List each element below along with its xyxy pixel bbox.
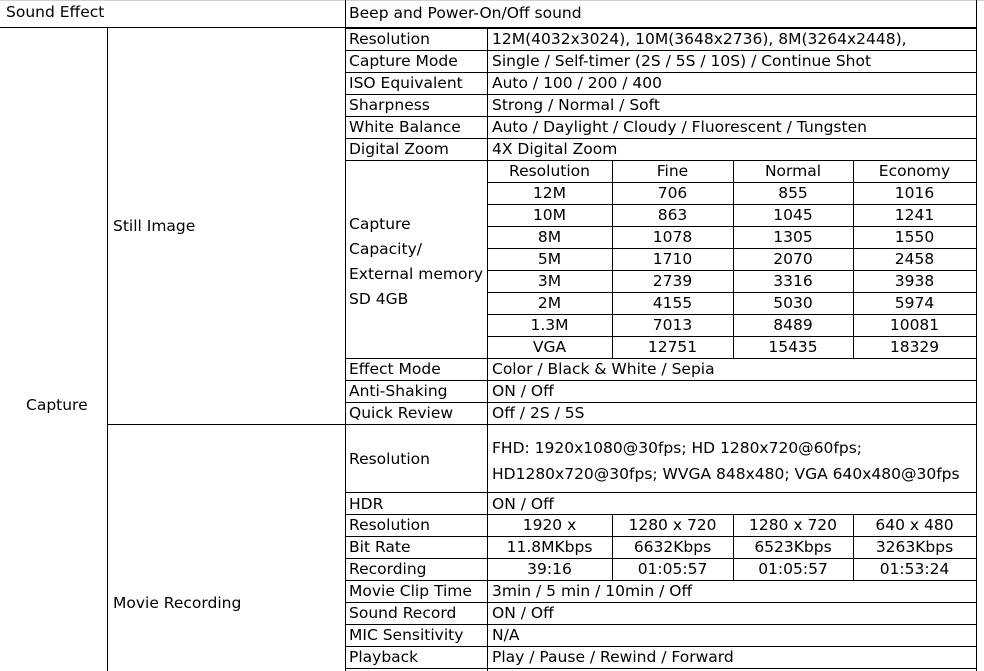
capacity-cell: 3938	[894, 272, 935, 290]
movie-grid-cell: 39:16	[527, 560, 572, 578]
capacity-label-line: SD 4GB	[349, 290, 409, 308]
movie-grid-cell: 01:05:57	[637, 560, 708, 578]
capacity-cell: 7013	[652, 316, 693, 334]
capacity-cell: VGA	[532, 338, 567, 356]
capacity-cell: 8M	[537, 228, 562, 246]
capacity-label-line: Capture	[349, 215, 411, 233]
h-rule	[345, 492, 977, 493]
movie-grid-cell: 1280 x 720	[628, 516, 717, 534]
spec-value: Single / Self-timer (2S / 5S / 10S) / Continue Shot	[492, 52, 872, 70]
movie-resolution-line: FHD: 1920x1080@30fps; HD 1280x720@60fps;	[492, 439, 863, 457]
movie-grid-cell: 3263Kbps	[875, 538, 954, 556]
movie-grid-label: Resolution	[349, 516, 430, 534]
spec-label: Movie Clip Time	[349, 582, 472, 600]
movie-resolution-line: HD1280x720@30fps; WVGA 848x480; VGA 640x480@30fps	[492, 465, 960, 483]
h-rule	[107, 424, 346, 425]
sound-effect-value: Beep and Power-On/Off sound	[349, 4, 582, 22]
capacity-cell: 855	[778, 184, 808, 202]
movie-grid-label: Bit Rate	[349, 538, 411, 556]
spec-value: ON / Off	[492, 604, 554, 622]
movie-grid-cell: 01:53:24	[879, 560, 950, 578]
capacity-cell: 12751	[647, 338, 698, 356]
v-rule	[107, 27, 108, 671]
spec-value: Auto / 100 / 200 / 400	[492, 74, 662, 92]
spec-value: Auto / Daylight / Cloudy / Fluorescent / Tungsten	[492, 118, 867, 136]
spec-label: Sharpness	[349, 96, 430, 114]
capacity-cell: 2739	[652, 272, 693, 290]
capacity-label-line: External memory	[349, 265, 483, 283]
movie-grid-cell: 1920 x	[522, 516, 577, 534]
capacity-cell: 2M	[537, 294, 562, 312]
hdr-label: HDR	[349, 495, 384, 513]
capacity-cell: 1710	[652, 250, 693, 268]
capacity-cell: 8489	[773, 316, 813, 334]
capacity-cell: 5974	[894, 294, 935, 312]
v-rule	[345, 0, 346, 671]
spec-value: Color / Black & White / Sepia	[492, 360, 715, 378]
capacity-cell: 10081	[889, 316, 940, 334]
capacity-header: Economy	[878, 162, 951, 180]
capacity-cell: 2070	[773, 250, 813, 268]
movie-grid-cell: 6523Kbps	[754, 538, 832, 556]
capacity-cell: 863	[657, 206, 688, 224]
spec-label: Quick Review	[349, 404, 454, 422]
spec-value: Strong / Normal / Soft	[492, 96, 660, 114]
movie-grid-cell: 11.8MKbps	[506, 538, 593, 556]
capacity-header: Fine	[656, 162, 689, 180]
capacity-cell: 1550	[894, 228, 935, 246]
capacity-cell: 2458	[894, 250, 935, 268]
capacity-label-line: Capacity/	[349, 240, 422, 258]
capacity-cell: 3M	[537, 272, 562, 290]
sound-effect-label: Sound Effect	[6, 3, 105, 21]
capacity-cell: 4155	[652, 294, 693, 312]
spec-label: White Balance	[349, 118, 461, 136]
capacity-cell: 1241	[894, 206, 935, 224]
capacity-cell: 1078	[652, 228, 693, 246]
capacity-cell: 5030	[773, 294, 813, 312]
spec-label: Capture Mode	[349, 52, 458, 70]
movie-grid-label: Recording	[349, 560, 427, 578]
spec-label: Playback	[349, 648, 419, 666]
capacity-cell: 12M	[532, 184, 567, 202]
capacity-label	[349, 212, 487, 312]
h-rule	[345, 424, 977, 425]
spec-label: Resolution	[349, 30, 430, 48]
spec-label: Sound Record	[349, 604, 457, 622]
spec-label: Anti-Shaking	[349, 382, 448, 400]
capacity-header: Normal	[764, 162, 822, 180]
h-rule	[345, 668, 977, 669]
movie-grid-cell: 640 x 480	[875, 516, 954, 534]
capacity-cell: 706	[657, 184, 688, 202]
capacity-cell: 5M	[537, 250, 562, 268]
capacity-cell: 1016	[894, 184, 935, 202]
spec-value: 12M(4032x3024), 10M(3648x2736), 8M(3264x2448),	[492, 30, 907, 48]
capture-label: Capture	[26, 396, 88, 414]
spec-label: MIC Sensitivity	[349, 626, 464, 644]
grid-rule	[0, 0, 984, 1]
capacity-header: Resolution	[509, 162, 590, 180]
spec-value: Off / 2S / 5S	[492, 404, 585, 422]
spec-value: 3min / 5 min / 10min / Off	[492, 582, 693, 600]
movie-grid-cell: 1280 x 720	[748, 516, 838, 534]
spec-value: 4X Digital Zoom	[492, 140, 618, 158]
movie-recording-label: Movie Recording	[113, 594, 242, 612]
movie-resolution-label: Resolution	[349, 450, 430, 468]
capacity-cell: 1.3M	[530, 316, 569, 334]
spec-label: Digital Zoom	[349, 140, 449, 158]
still-image-label: Still Image	[113, 217, 196, 235]
capacity-cell: 18329	[889, 338, 940, 356]
movie-grid-cell: 01:05:57	[758, 560, 828, 578]
capacity-cell: 10M	[532, 206, 567, 224]
spec-value: N/A	[492, 626, 520, 644]
movie-grid-cell: 6632Kbps	[633, 538, 712, 556]
capacity-cell: 15435	[768, 338, 818, 356]
capacity-cell: 1045	[773, 206, 813, 224]
capacity-cell: 3316	[773, 272, 813, 290]
hdr-value: ON / Off	[492, 495, 554, 513]
spec-value: ON / Off	[492, 382, 554, 400]
spec-label: ISO Equivalent	[349, 74, 463, 92]
capacity-cell: 1305	[773, 228, 813, 246]
movie-resolution-value	[492, 435, 972, 487]
spec-label: Effect Mode	[349, 360, 441, 378]
spec-value: Play / Pause / Rewind / Forward	[492, 648, 734, 666]
